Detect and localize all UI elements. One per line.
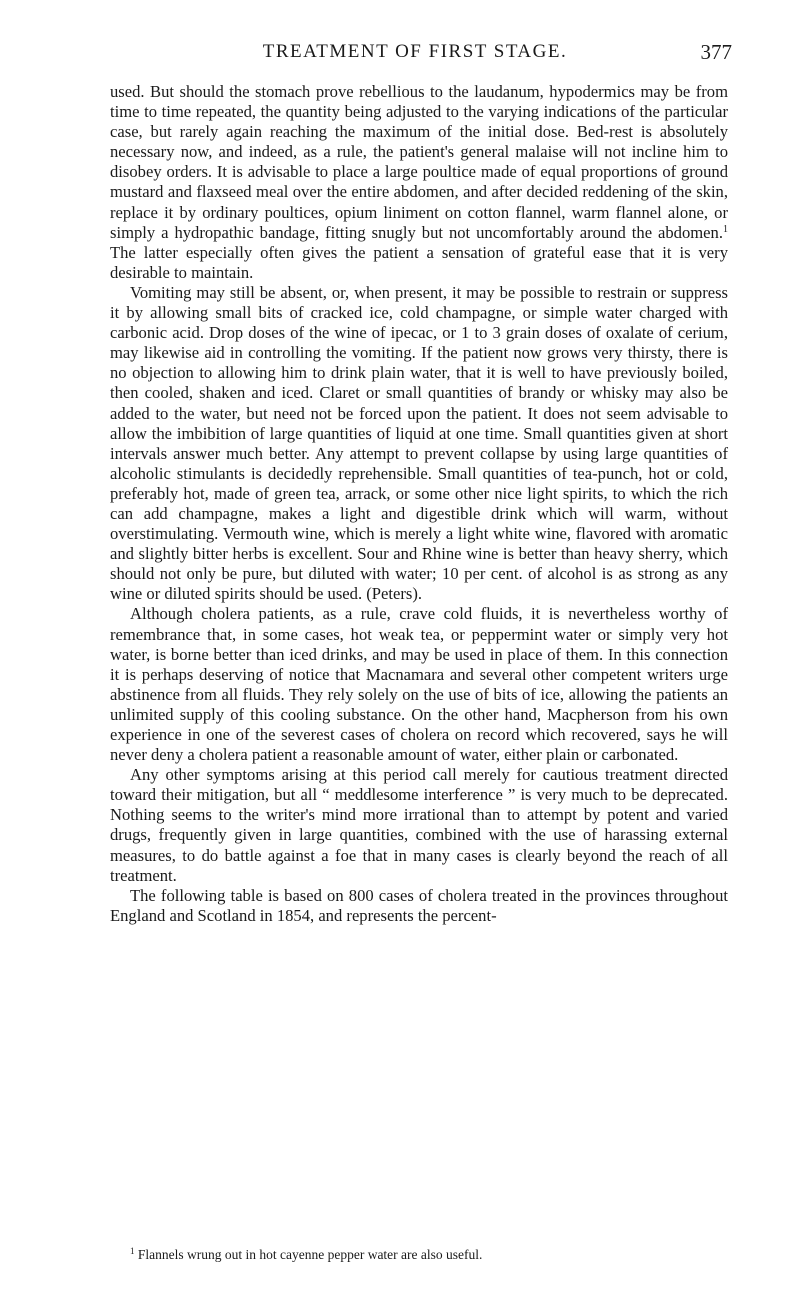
- body-text: [110, 82, 728, 926]
- paragraph-1-tail: The latter especially often gives the patient a sensation of grateful ease that it is very desirable to maintain.: [110, 242, 728, 282]
- footnote-reference: 1: [723, 223, 728, 235]
- running-title: TREATMENT OF FIRST STAGE.: [262, 41, 568, 62]
- page-number: 377: [700, 40, 732, 64]
- paragraph-3: Although cholera patients, as a rule, crave cold fluids, it is nevertheless worthy of remembrance that, in some cases, hot weak tea, or peppermint water or simply very hot water, is borne better than iced drinks, and may be used in place of them. In this connection it is perhaps deserving of notice that Macnamara and several other competent writers urge abstinence from all fluids. They rely solely on the use of bits of ice, allowing the patients an unlimited supply of this cooling substance. On the other hand, Macpherson from his own experience in one of the severest cases of cholera on record which recovered, says he will never deny a cholera patient a reasonable amount of water, either plain or carbonated.: [110, 604, 728, 765]
- footnote: [130, 1246, 730, 1264]
- footnote-text: Flannels wrung out in hot cayenne pepper water are also useful.: [134, 1247, 483, 1262]
- footnote-marker: 1: [130, 1246, 135, 1256]
- paragraph-4: Any other symptoms arising at this period call merely for cautious treatment directed toward their mitigation, but all “ meddlesome interference ” is very much to be deprecated. Nothing seems to the writer's mind more irrational than to attempt by potent and varied drugs, frequently given in large quantities, combined with the use of harassing external measures, to do battle against a foe that in many cases is clearly beyond the reach of all treatment.: [110, 765, 728, 885]
- paragraph-5: The following table is based on 800 cases of cholera treated in the provinces throughout England and Scotland in 1854, and represents the percent-: [110, 885, 728, 925]
- paragraph-2: Vomiting may still be absent, or, when present, it may be possible to restrain or suppress it by allowing small bits of cracked ice, cold champagne, or simple water charged with carbonic acid. Drop doses of the wine of ipecac, or 1 to 3 grain doses of oxalate of cerium, may likewise aid in controlling the vomiting. If the patient now grows very thirsty, there is no objection to allowing him to drink plain water, that it is well to have previously boiled, then cooled, shaken and iced. Claret or small quantities of brandy or whisky may also be added to the water, but need not be forced upon the patient. It does not seem advisable to allow the imbibition of large quantities of liquid at one time. Small quantities given at short intervals answer much better. Any attempt to prevent collapse by using large quantities of alcoholic stimulants is decidedly reprehensible. Small quantities of tea-punch, hot or cold, preferably hot, made of green tea, arrack, or some other nice light spirits, to which the rich can add champagne, makes a light and digestible drink which will warm, without overstimulating. Vermouth wine, which is merely a light white wine, flavored with aromatic and slightly bitter herbs is excellent. Sour and Rhine wine is better than heavy sherry, which should not only be pure, but diluted with water; 10 per cent. of alcohol is as strong as any wine or diluted spirits should be used. (Peters).: [110, 282, 728, 604]
- paragraph-1-text: used. But should the stomach prove rebellious to the laudanum, hypodermics may be from time to time repeated, the quantity being adjusted to the varying indications of the particular case, but rarely again reaching the maximum of the initial dose. Bed-rest is absolutely necessary now, and indeed, as a rule, the patient's general malaise will not incline him to disobey orders. It is advisable to place a large poultice made of equal proportions of ground mustard and flaxseed meal over the entire abdomen, and after decided reddening of the skin, replace it by ordinary poultices, opium liniment on cotton flannel, warm flannel alone, or simply a hydropathic bandage, fitting snugly but not uncomfortably around the abdomen.: [110, 82, 728, 242]
- running-head: [110, 36, 732, 68]
- paragraph-1: [110, 82, 728, 283]
